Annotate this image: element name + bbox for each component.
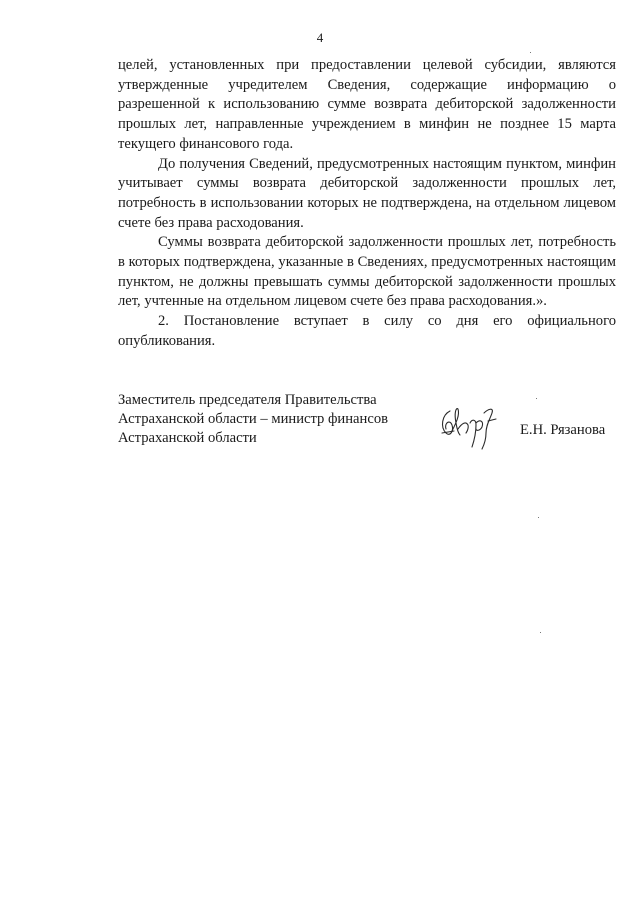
document-body: [118, 56, 616, 352]
scan-speck: [530, 52, 531, 53]
handwritten-signature: [436, 401, 512, 451]
paragraph-before-receipt: До получения Сведений, предусмотренных настоящим пунктом, минфин учитывает суммы возврата дебиторской задолженности прошлых лет, потребность в использовании которых не подтверждена, на отдельном лицевом счете без права расходования.: [118, 155, 616, 231]
page-number: 4: [316, 30, 324, 45]
signer-position-line: Астраханской области: [118, 430, 257, 446]
signer-position: [118, 391, 418, 448]
paragraph-return-amounts: Суммы возврата дебиторской задолженности прошлых лет, потребность в которых подтверждена, указанные в Сведениях, предусмотренных настоящим пунктом, не должны превышать суммы дебиторской задолженности прошлых лет, учтенные на отдельном лицевом счете без права расходования.».: [118, 234, 616, 310]
scan-speck: [536, 398, 537, 399]
scan-speck: [540, 632, 541, 633]
signer-name: Е.Н. Рязанова: [520, 422, 606, 438]
signature-block: [118, 391, 616, 451]
signer-position-line: Заместитель председателя Правительства: [118, 392, 377, 408]
scan-speck: [538, 517, 539, 518]
paragraph-entry-into-force: 2. Постановление вступает в силу со дня его официального опубликования.: [118, 313, 616, 349]
paragraph-continuation: целей, установленных при предоставлении целевой субсидии, являются утвержденные учредителем Сведения, содержащие информацию о разрешенной к использованию сумме возврата дебиторской задолженности прошлых лет, направленные учреждением в минфин не позднее 15 марта текущего финансового года.: [118, 57, 616, 152]
signer-position-line: Астраханской области – министр финансов: [118, 411, 389, 427]
